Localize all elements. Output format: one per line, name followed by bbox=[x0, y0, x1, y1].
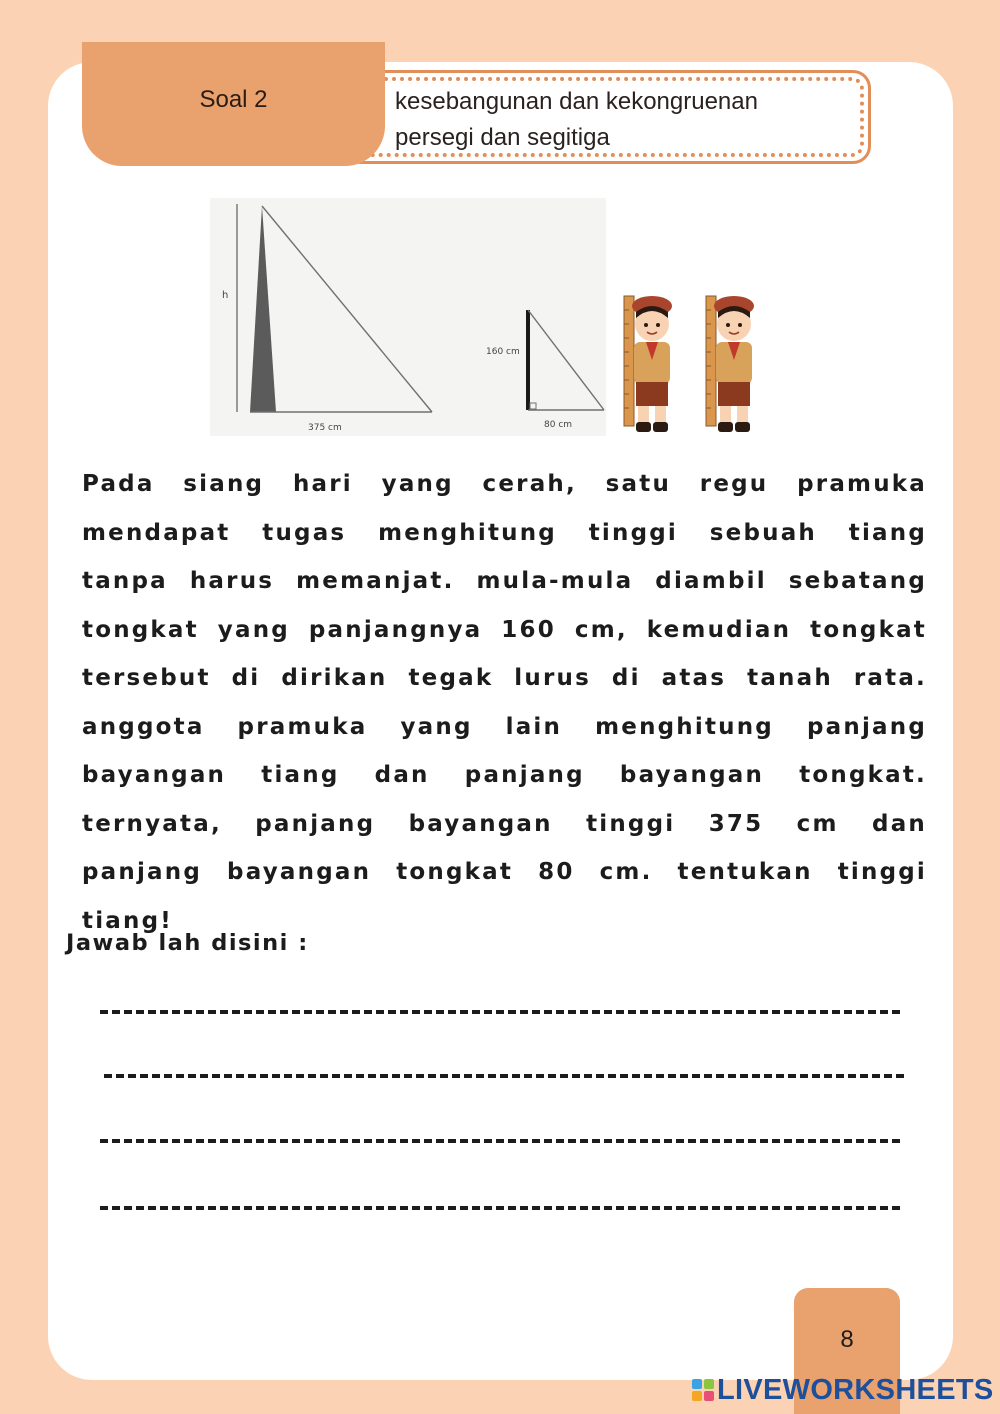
label-80: 80 cm bbox=[544, 420, 573, 430]
answer-label: Jawab lah disini : bbox=[66, 930, 309, 956]
answer-line-1[interactable] bbox=[100, 1010, 900, 1014]
answer-line-3[interactable] bbox=[100, 1139, 900, 1143]
logo-text: LIVEWORKSHEETS bbox=[717, 1373, 994, 1406]
label-160: 160 cm bbox=[486, 347, 520, 357]
scout-illustration-2 bbox=[698, 290, 762, 438]
answer-line-4[interactable] bbox=[100, 1206, 900, 1210]
right-angle-mark bbox=[530, 403, 536, 409]
scout-illustration-1 bbox=[616, 290, 680, 438]
topic-text bbox=[395, 84, 865, 156]
soal-tab bbox=[82, 42, 385, 166]
logo-grid-icon bbox=[692, 1379, 714, 1401]
problem-text: Pada siang hari yang cerah, satu regu pramuka mendapat tugas menghitung tinggi sebuah tiang tanpa harus memanjat. mula-mula diambil sebatang tongkat yang panjangnya 160 cm, kemudian tongkat tersebut di dirikan tegak lurus di atas tanah rata. anggota pramuka yang lain menghitung panjang bayangan tiang dan panjang bayangan tongkat. ternyata, panjang bayangan tinggi 375 cm dan panjang bayangan tongkat 80 cm. tentukan tinggi tiang! bbox=[82, 471, 927, 934]
topic-line-2: persegi dan segitiga bbox=[395, 124, 610, 151]
liveworksheets-logo bbox=[692, 1374, 994, 1406]
page-number: 8 bbox=[840, 1326, 854, 1353]
pole-shape bbox=[250, 206, 276, 412]
label-375: 375 cm bbox=[308, 423, 342, 433]
triangles-illustration bbox=[210, 198, 606, 436]
pole-hypotenuse bbox=[262, 206, 432, 412]
label-h: h bbox=[222, 290, 229, 301]
answer-line-2[interactable] bbox=[104, 1074, 904, 1078]
topic-line-1: kesebangunan dan kekongruenan bbox=[395, 88, 758, 115]
soal-label: Soal 2 bbox=[199, 86, 268, 113]
stick-hypotenuse bbox=[528, 310, 604, 410]
shadow-diagram bbox=[210, 198, 606, 436]
